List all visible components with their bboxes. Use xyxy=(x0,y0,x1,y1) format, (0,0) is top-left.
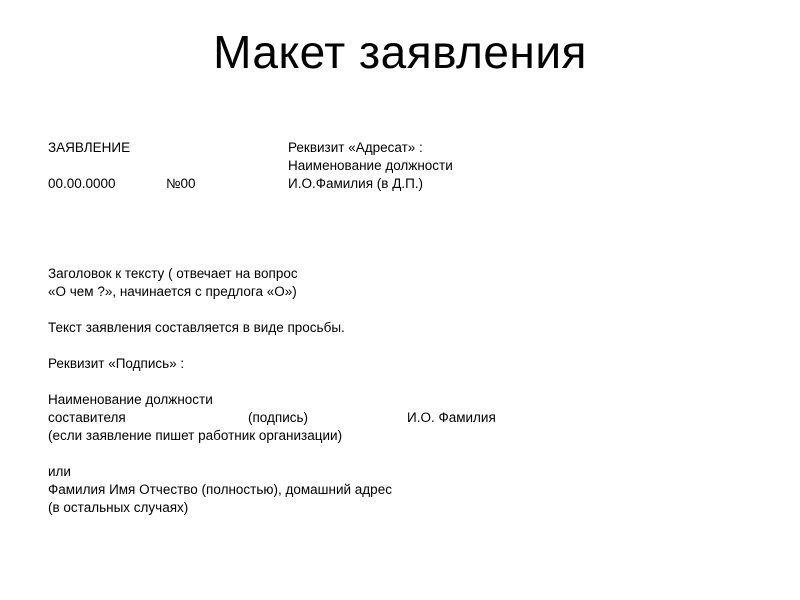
signer-position-line-2: составителя xyxy=(48,410,126,425)
header-row-2 xyxy=(48,157,768,175)
other-cases-note: (в остальных случаях) xyxy=(48,500,189,515)
heading-line-2: «О чем ?», начинается с предлога «О») xyxy=(48,284,297,299)
spacer xyxy=(48,193,768,265)
spacer xyxy=(48,337,768,355)
employee-note: (если заявление пишет работник организации) xyxy=(48,428,343,443)
spacer xyxy=(48,301,768,319)
header-row-3 xyxy=(48,175,768,193)
slide-title: Макет заявления xyxy=(213,26,587,78)
signature-placeholder: (подпись) xyxy=(248,410,309,425)
spacer xyxy=(48,445,768,463)
application-template xyxy=(48,139,768,517)
signer-name: И.О. Фамилия xyxy=(407,410,496,425)
header-row-1 xyxy=(48,139,768,157)
addressee-name: И.О.Фамилия (в Д.П.) xyxy=(288,176,424,191)
doc-date: 00.00.0000 xyxy=(48,176,116,191)
signature-label: Реквизит «Подпись» : xyxy=(48,356,185,371)
full-name-address: Фамилия Имя Отчество (полностью), домашний адрес xyxy=(48,482,392,497)
signer-position-line-1: Наименование должности xyxy=(48,392,213,407)
or-separator: или xyxy=(48,464,71,479)
signature-row xyxy=(48,409,768,427)
doc-number: №00 xyxy=(166,176,196,191)
doc-type: ЗАЯВЛЕНИЕ xyxy=(48,140,131,155)
addressee-label: Реквизит «Адресат» : xyxy=(288,140,423,155)
body-text: Текст заявления составляется в виде просьбы. xyxy=(48,320,345,335)
spacer xyxy=(48,373,768,391)
addressee-position: Наименование должности xyxy=(288,158,453,173)
heading-line-1: Заголовок к тексту ( отвечает на вопрос xyxy=(48,266,298,281)
